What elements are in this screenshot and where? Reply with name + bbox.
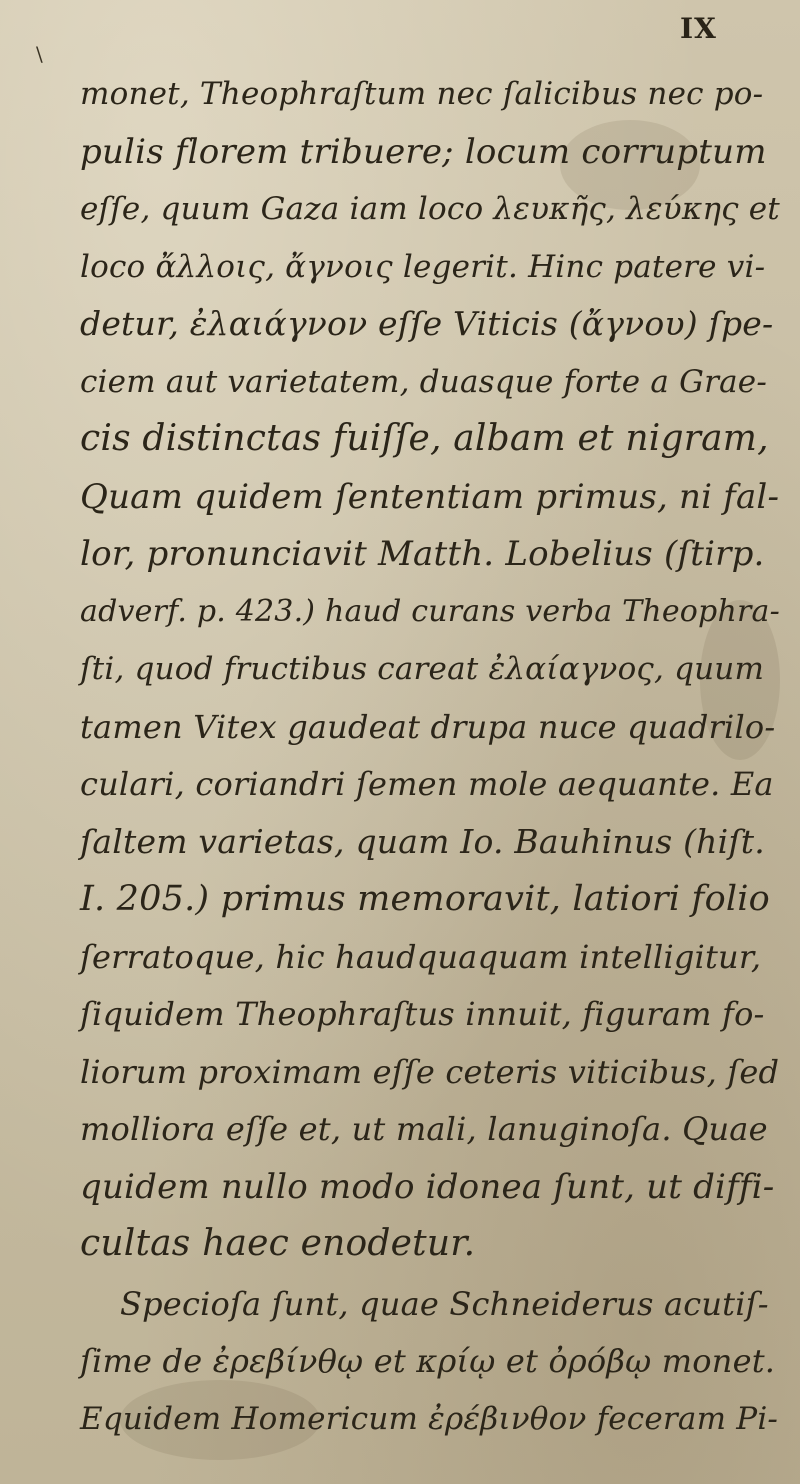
text-line: ſaltem varietas, quam Io. Bauhinus (hiſt. <box>80 821 765 861</box>
text-line: quidem nullo modo idonea ſunt, ut diffi- <box>80 1166 775 1207</box>
text-line: Specioſa ſunt, quae Schneiderus acutiſ- <box>120 1284 769 1323</box>
page-number: IX <box>680 12 717 45</box>
text-line: Equidem Homericum ἐρέβινθον feceram Pi- <box>80 1400 779 1437</box>
text-line: pulis florem tribuere; locum corruptum <box>80 131 767 172</box>
text-line: ſiquidem Theophraſtus innuit, figuram fo- <box>80 995 765 1033</box>
body-text <box>40 70 780 1452</box>
text-line: Quam quidem ſententiam primus, ni fal- <box>80 476 780 517</box>
text-line: molliora eſſe et, ut mali, lanuginoſa. Quae <box>80 1110 768 1148</box>
text-line: detur, ἐλαιάγνον eſſe Viticis (ἄγνου) ſpe- <box>80 304 774 343</box>
text-line: eſſe, quum Gaza iam loco λευκῆς, λεύκης et <box>80 191 780 227</box>
text-line: cis distinctas fuiſſe, albam et nigram, <box>80 418 769 459</box>
text-line: lor, pronunciavit Matth. Lobelius (ſtirp. <box>80 534 765 574</box>
text-line: cultas haec enodetur. <box>80 1223 476 1264</box>
text-line: culari, coriandri ſemen mole aequante. Ea <box>80 765 774 803</box>
text-line: tamen Vitex gaudeat drupa nuce quadrilo- <box>80 707 776 746</box>
text-line: liorum proximam eſſe ceteris viticibus, ſed <box>80 1052 780 1091</box>
text-line: adverf. p. 423.) haud curans verba Theophra- <box>80 593 780 629</box>
text-line: ſerratoque, hic haudquaquam intelligitur, <box>80 937 762 976</box>
text-line: I. 205.) primus memoravit, latiori folio <box>80 879 770 919</box>
text-line: ciem aut varietatem, duasque forte a Grae- <box>80 363 767 400</box>
stray-mark: \ <box>36 42 43 66</box>
text-line: monet, Theophraſtum nec ſalicibus nec po- <box>80 76 764 112</box>
text-line: ſti, quod fructibus careat ἐλαίαγνος, quum <box>80 651 765 687</box>
text-line: loco ἄλλοις, ἄγνοις legerit. Hinc patere vi- <box>80 248 766 285</box>
text-line: ſime de ἐρεβίνθῳ et κρίῳ et ὀρόβῳ monet. <box>80 1342 776 1380</box>
